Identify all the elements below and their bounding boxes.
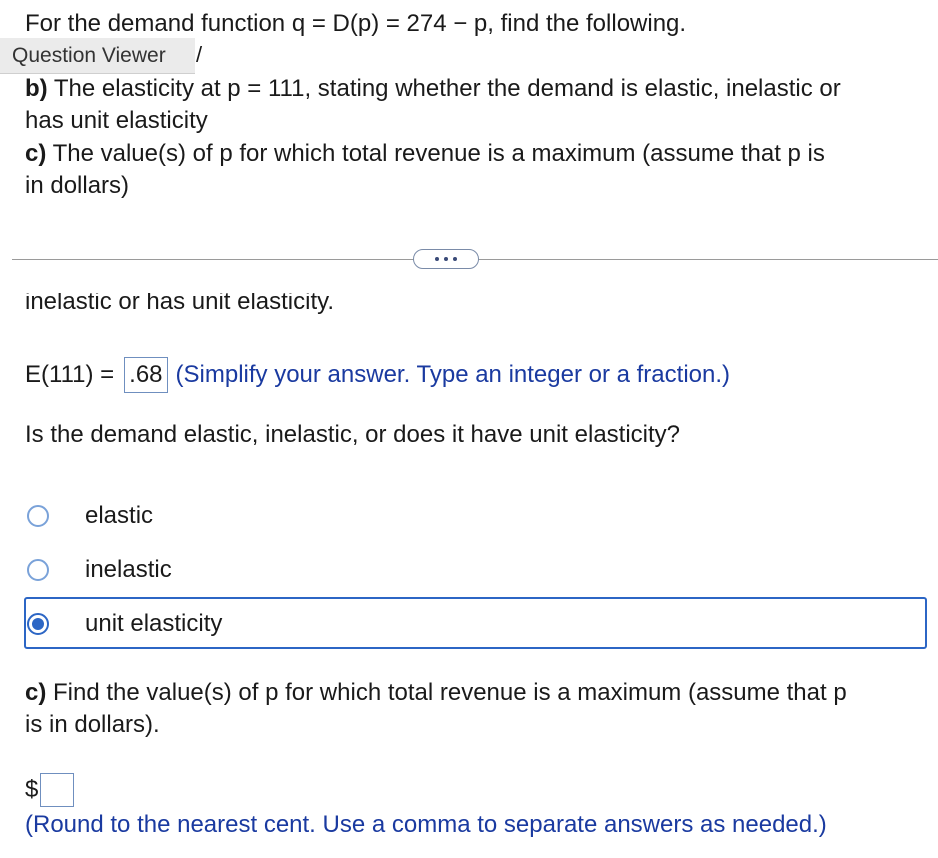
option-inelastic-label: inelastic: [85, 556, 172, 583]
part-b-summary-label: b): [25, 75, 48, 102]
option-unit-elasticity[interactable]: [25, 600, 222, 648]
part-c-label: c): [25, 679, 47, 706]
part-c-summary-line1: [25, 138, 825, 170]
part-b-summary-text1: The elasticity at p = 111, stating whether the demand is elastic, inelastic or: [47, 75, 841, 102]
part-c-summary-line2: in dollars): [25, 172, 130, 199]
radio-elastic[interactable]: [27, 505, 49, 527]
radio-unit-elasticity[interactable]: [27, 613, 49, 635]
part-c-question-line1: [25, 677, 847, 709]
elasticity-label: E(111) =: [25, 361, 115, 388]
question-viewer-tab[interactable]: Question Viewer: [0, 38, 195, 74]
price-answer-input[interactable]: [40, 773, 74, 807]
demand-type-question: Is the demand elastic, inelastic, or does it have unit elasticity?: [25, 421, 681, 448]
show-more-button[interactable]: [413, 249, 479, 269]
part-c-summary-label: c): [25, 140, 47, 167]
option-inelastic[interactable]: [25, 546, 172, 594]
part-c-question: [25, 677, 847, 741]
option-elastic[interactable]: [25, 492, 153, 540]
clipped-text: inelastic or has unit elasticity.: [25, 293, 335, 315]
price-answer-row: [25, 773, 74, 807]
elasticity-answer-input[interactable]: .68: [124, 357, 167, 393]
question-viewer-peek-text: /: [196, 42, 203, 67]
rounding-hint: (Round to the nearest cent. Use a comma to separate answers as needed.): [25, 811, 827, 838]
ellipsis-icon: [435, 257, 439, 261]
elasticity-hint: (Simplify your answer. Type an integer or a fraction.): [175, 361, 731, 388]
part-c-text1: Find the value(s) of p for which total revenue is a maximum (assume that p: [46, 679, 847, 706]
ellipsis-icon: [453, 257, 457, 261]
ellipsis-icon: [444, 257, 448, 261]
part-b-summary-line2: has unit elasticity: [25, 107, 208, 134]
currency-symbol: $: [25, 776, 39, 803]
part-c-question-line2: is in dollars).: [25, 711, 160, 738]
option-elastic-label: elastic: [85, 502, 154, 529]
option-unit-elasticity-label: unit elasticity: [85, 610, 223, 637]
clipped-text-line: [25, 293, 425, 323]
part-c-summary-text1: The value(s) of p for which total revenue is a maximum (assume that p is: [46, 140, 825, 167]
problem-intro: For the demand function q = D(p) = 274 − p, find the following.: [25, 10, 687, 37]
part-b-summary-line1: [25, 73, 841, 105]
elasticity-answer-row: [25, 357, 730, 393]
radio-inelastic[interactable]: [27, 559, 49, 581]
